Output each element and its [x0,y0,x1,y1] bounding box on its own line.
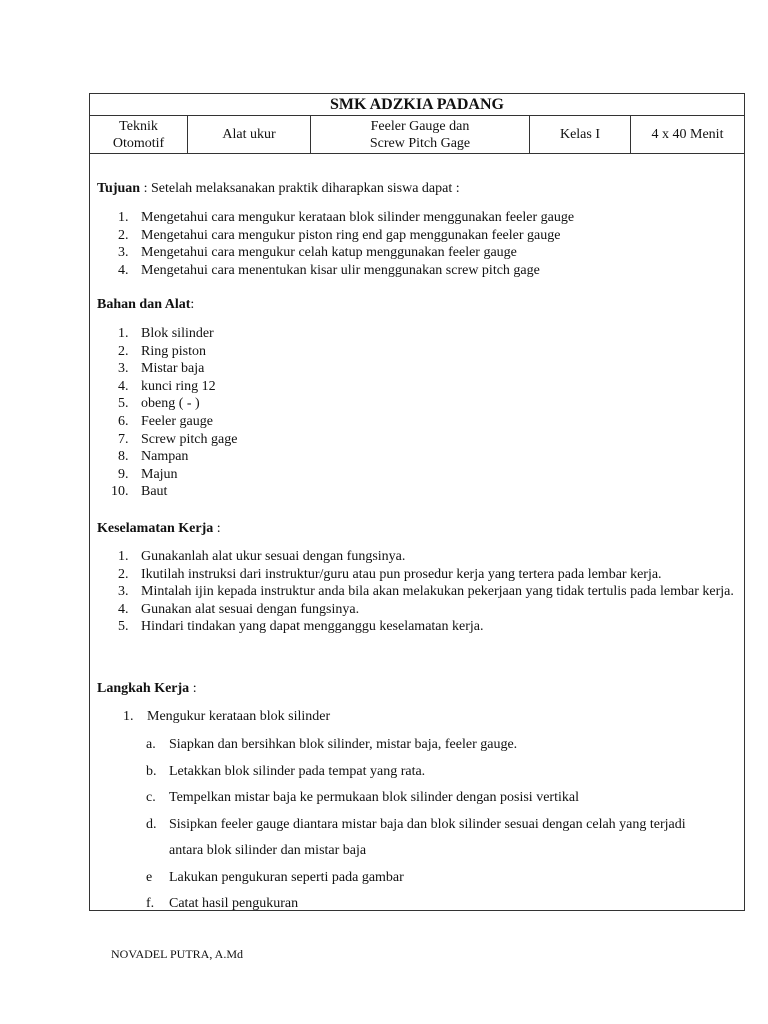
tujuan-list [90,209,741,279]
list-item: 3. Mistar baja [118,361,205,377]
list-item: 5. obeng ( - ) [118,396,200,412]
keselamatan-list [90,548,741,636]
list-item: 2. Mengetahui cara mengukur piston ring end gap menggunakan feeler gauge [118,227,561,243]
author-footer: NOVADEL PUTRA, A.Md [111,947,244,961]
list-item: 10. Baut [111,484,168,500]
list-item: 4. kunci ring 12 [118,378,216,394]
list-item: 8. Nampan [118,449,189,465]
list-item: 1. Gunakanlah alat ukur sesuai dengan fungsinya. [118,549,406,564]
header-cell-program: Teknik Otomotif [90,116,188,153]
keselamatan-heading: Keselamatan Kerja : [97,521,221,536]
list-item: 2. Ring piston [118,343,206,359]
list-item: 3. Mintalah ijin kepada instruktur anda bila akan melakukan pekerjaan yang tidak tertulis pada lembar kerja. [118,584,734,600]
langkah-heading: Langkah Kerja : [97,681,197,696]
header-row [90,116,744,154]
list-item: 9. Majun [118,466,178,482]
tujuan-heading: Tujuan : Setelah melaksanakan praktik diharapkan siswa dapat : [97,181,460,196]
list-item: 4. Mengetahui cara menentukan kisar ulir menggunakan screw pitch gage [118,262,540,278]
document-frame: SMK ADZKIA PADANG Teknik Otomotif Alat ukur Feeler Gauge dan Screw Pitch Gage Kelas I 4 x 40 Menit Tujuan : Setelah melaksanakan praktik diharapkan siswa dapat : 1. Mengetahui cara mengukur kerataan blok silinder menggunakan feeler gauge 2. Mengetahui cara mengukur piston ring end gap menggunakan feeler gauge 3. Mengetahui cara mengukur celah katup menggunakan feeler gauge 4. Mengetahui cara menentukan kisar ulir menggunakan screw pitch gage Bahan dan Alat: 1. Blok silinder 2. Ring piston 3. Mistar baja 4. kunci ring 12 5. obeng ( - ) 6. Feeler gauge 7. Screw pitch gage 8. Nampan 9. Majun 10. Baut Keselamatan Kerja : 1. Gunakanlah alat ukur sesuai dengan fungsinya. 2. Ikutilah instruksi dari instruktur/guru atau pun prosedur kerja yang tertera pada lembar kerja. 3. Mintalah ijin kepada instruktur anda bila akan melakukan pekerjaan yang tidak tertulis pada lembar kerja. 4. Gunakan alat sesuai dengan fungsinya. 5. Hindari tindakan yang dapat mengganggu keselamatan kerja. Langkah Kerja : 1. Mengukur kerataan blok silinder a. Siapkan dan bersihkan blok silinder, mistar baja, feeler gauge. b. Letakkan blok silinder pada tempat yang rata. c. Tempelkan mistar baja ke permukaan blok silinder dengan posisi vertikal d. Sisipkan feeler gauge diantara mistar baja dan blok silinder sesuai dengan celah yang terjadi antara blok silinder dan mistar baja e Lakukan pengukuran seperti pada gambar f. Catat hasil pengukuran [89,93,745,911]
step-title: Mengukur kerataan blok silinder [147,709,331,724]
header-cell-subject: Alat ukur [188,116,311,153]
step-number: 1. [123,709,134,724]
list-item: 3. Mengetahui cara mengukur celah katup menggunakan feeler gauge [118,245,517,261]
header-cell-topic: Feeler Gauge dan Screw Pitch Gage [311,116,530,153]
school-title: SMK ADZKIA PADANG [90,94,744,116]
list-item: 1. Mengetahui cara mengukur kerataan blok silinder menggunakan feeler gauge [118,210,575,225]
header-cell-class: Kelas I [530,116,631,153]
list-item: 6. Feeler gauge [118,413,213,429]
bahan-list [90,325,741,501]
header-cell-duration: 4 x 40 Menit [651,127,724,142]
list-item: 5. Hindari tindakan yang dapat mengganggu keselamatan kerja. [118,619,484,635]
bahan-heading: Bahan dan Alat: [97,297,195,312]
list-item: 7. Screw pitch gage [118,431,238,447]
list-item: 1. Blok silinder [118,326,214,341]
list-item: 4. Gunakan alat sesuai dengan fungsinya. [118,601,360,617]
list-item: 2. Ikutilah instruksi dari instruktur/guru atau pun prosedur kerja yang tertera pada lembar kerja. [118,566,662,582]
